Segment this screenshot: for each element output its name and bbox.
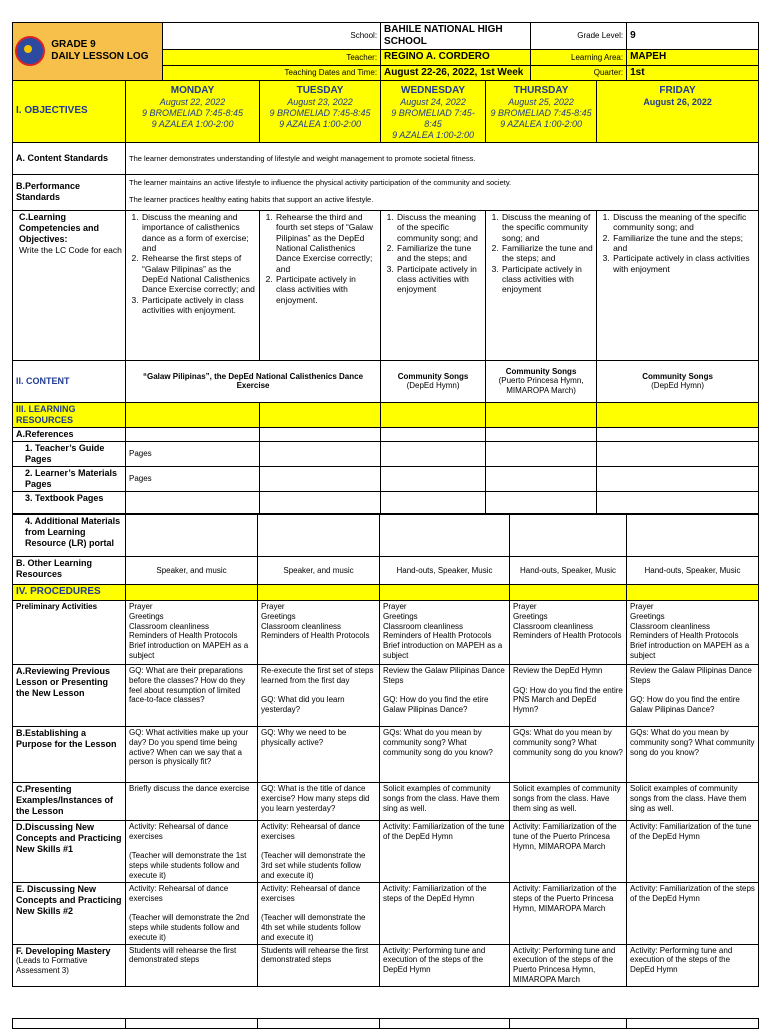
content-wednesday: Community Songs (DepEd Hymn) [381,360,486,402]
dates-label: Teaching Dates and Time: [163,65,381,80]
present-label: C.Presenting Examples/Instances of the Lesson [13,783,126,821]
d1-tuesday: Activity: Rehearsal of dance exercises (Teacher will demonstrate the 3rd set while students follow and execute it) [258,821,380,883]
teacher-label: Teacher: [163,50,381,65]
present-monday: Briefly discuss the dance exercise [126,783,258,821]
tb-label: 3. Textbook Pages [13,491,126,513]
prelim-wednesday: Prayer Greetings Classroom cleanliness Reminders of Health Protocols Brief introduction on MAPEH as a subject [380,601,510,665]
area-value: MAPEH [627,50,759,65]
area-label: Learning Area: [531,50,627,65]
performance-standard-2: The learner practices healthy eating habits that support an active lifestyle. [129,194,374,204]
prelim-monday: Prayer Greetings Classroom cleanliness Reminders of Health Protocols Brief introduction on MAPEH as a subject [126,601,258,665]
mastery-wednesday: Activity: Performing tune and execution of the steps of the DepEd Hymn [380,944,510,986]
day-wednesday: WEDNESDAY August 24, 2022 9 BROMELIAD 7:45-8:45 9 AZALEA 1:00-2:00 [381,80,486,142]
quarter-label: Quarter: [531,65,627,80]
tg-label: 1. Teacher’s Guide Pages [13,441,126,466]
prelim-label: Preliminary Activities [13,601,126,665]
d1-label: D.Discussing New Concepts and Practicing New Skills #1 [13,821,126,883]
content-thursday: Community Songs (Puerto Princesa Hymn, MIMAROPA March) [486,360,597,402]
d2-friday: Activity: Familiarization of the steps of the DepEd Hymn [627,883,759,945]
title-line1: GRADE 9 [51,39,96,51]
lesson-log-table-1 [12,22,759,514]
review-friday: Review the Galaw Pilipinas Dance Steps GQ: How do you find the entire Galaw Pilipinas Dance? [627,665,759,727]
d1-friday: Activity: Familiarization of the tune of the DepEd Hymn [627,821,759,883]
content-friday: Community Songs (DepEd Hymn) [597,360,759,402]
competencies-thursday: 1. Discuss the meaning of the specific community song; and 2. Familiarize the tune and the steps; and 3. Participate actively in class activities with enjoyment [486,210,597,360]
content-standards-text: The learner demonstrates understanding of lifestyle and weight management to promote societal fitness. [126,142,759,174]
resources-label: III. LEARNING RESOURCES [13,402,126,427]
review-monday: GQ: What are their preparations before the classes? How do they feel about resumption of limited face-to-face classes? [126,665,258,727]
prelim-friday: Prayer Greetings Classroom cleanliness Reminders of Health Protocols Brief introduction on MAPEH as a subject [627,601,759,665]
d2-wednesday: Activity: Familiarization of the steps of the DepEd Hymn [380,883,510,945]
mastery-label: F. Developing Mastery [16,945,111,956]
mastery-thursday: Activity: Performing tune and execution of the steps of the Puerto Princesa Hymn, MIMAROPA March [510,944,627,986]
other-resources-friday: Hand-outs, Speaker, Music [627,557,759,585]
mastery-sublabel: (Leads to Formative Assessment 3) [16,956,88,976]
d1-monday: Activity: Rehearsal of dance exercises (Teacher will demonstrate the 1st steps while students follow and execute it) [126,821,258,883]
review-tuesday: Re-execute the first set of steps learned from the first day GQ: What did you learn yesterday? [258,665,380,727]
d2-tuesday: Activity: Rehearsal of dance exercises (Teacher will demonstrate the 4th set while students follow and execute it) [258,883,380,945]
d2-thursday: Activity: Familiarization of the steps of the Puerto Princesa Hymn, MIMAROPA March [510,883,627,945]
tg-value: Pages [126,441,260,466]
purpose-monday: GQ: What activities make up your day? Do you spend time being active? When can we say that a person is physically fit? [126,727,258,783]
purpose-label: B.Establishing a Purpose for the Lesson [13,727,126,783]
header-title-cell [13,23,163,81]
purpose-thursday: GQs: What do you mean by community song? What community song do you know? [510,727,627,783]
day-friday: FRIDAY August 26, 2022 [597,80,759,142]
other-resources-monday: Speaker, and music [126,557,258,585]
other-resources-tuesday: Speaker, and music [258,557,380,585]
mastery-label-cell [13,944,126,986]
competencies-tuesday: 1. Rehearse the third and fourth set steps of “Galaw Pilipinas” as the DepEd National Calisthenics Dance Exercise correctly; and 2. Participate actively in class activities with enjoyment. [260,210,381,360]
present-friday: Solicit examples of community songs from the class. Have them sing as well. [627,783,759,821]
competencies-wednesday: 1. Discuss the meaning of the specific community song; and 2. Familiarize the tune and the steps; and 3. Participate actively in class activities with enjoyment [381,210,486,360]
additional-materials-label: 4. Additional Materials from Learning Resource (LR) portal [13,515,126,557]
d1-wednesday: Activity: Familiarization of the tune of the DepEd Hymn [380,821,510,883]
other-resources-label: B. Other Learning Resources [13,557,126,585]
content-mon-tue: “Galaw Pilipinas”, the DepEd National Calisthenics Dance Exercise [126,360,381,402]
teacher-value: REGINO A. CORDERO [381,50,531,65]
procedures-label: IV. PROCEDURES [13,585,126,601]
quarter-value: 1st [627,65,759,80]
mastery-friday: Activity: Performing tune and execution of the steps of the DepEd Hymn [627,944,759,986]
d2-monday: Activity: Rehearsal of dance exercises (Teacher will demonstrate the 2nd steps while students follow and execute it) [126,883,258,945]
competencies-label-cell [13,210,126,360]
other-resources-thursday: Hand-outs, Speaker, Music [510,557,627,585]
prelim-thursday: Prayer Greetings Classroom cleanliness Reminders of Health Protocols [510,601,627,665]
mastery-monday: Students will rehearse the first demonstrated steps [126,944,258,986]
purpose-wednesday: GQs: What do you mean by community song? What community song do you know? [380,727,510,783]
day-tuesday: TUESDAY August 23, 2022 9 BROMELIAD 7:45-8:45 9 AZALEA 1:00-2:00 [260,80,381,142]
deped-seal-icon [15,36,45,66]
competencies-friday: 1. Discuss the meaning of the specific community song; and 2. Familiarize the tune and the steps; and 3. Participate actively in class activities with enjoyment [597,210,759,360]
review-thursday: Review the DepEd Hymn GQ: How do you find the entire PNS March and DepEd Hymn? [510,665,627,727]
performance-standards-text [126,174,759,210]
school-label: School: [163,23,381,50]
performance-standards-label: B.Performance Standards [13,174,126,210]
objectives-label: I. OBJECTIVES [13,80,126,142]
competencies-monday: 1. Discuss the meaning and importance of calisthenics dance as a form of exercise; and 2. Rehearse the first steps of “Galaw Pilipinas” as the DepEd National Calisthenics Dance Exercise correctly; and 3. Participate actively in class activities with enjoyment. [126,210,260,360]
prelim-tuesday: Prayer Greetings Classroom cleanliness Reminders of Health Protocols [258,601,380,665]
dates-value: August 22-26, 2022, 1st Week [381,65,531,80]
review-wednesday: Review the Galaw Pilipinas Dance Steps GQ: How do you find the etire Galaw Pilipinas Dance? [380,665,510,727]
competencies-sublabel: Write the LC Code for each [19,244,122,255]
content-label: II. CONTENT [13,360,126,402]
other-resources-wednesday: Hand-outs, Speaker, Music [380,557,510,585]
present-thursday: Solicit examples of community songs from the class. Have them sing as well. [510,783,627,821]
purpose-friday: GQs: What do you mean by community song? What community song do you know? [627,727,759,783]
day-thursday: THURSDAY August 25, 2022 9 BROMELIAD 7:45-8:45 9 AZALEA 1:00-2:00 [486,80,597,142]
purpose-tuesday: GQ: Why we need to be physically active? [258,727,380,783]
lm-value: Pages [126,466,260,491]
d1-thursday: Activity: Familiarization of the tune of the Puerto Princesa Hymn, MIMAROPA March [510,821,627,883]
lm-label: 2. Learner’s Materials Pages [13,466,126,491]
references-label: A.References [13,427,126,441]
grade-value: 9 [627,23,759,50]
review-label: A.Reviewing Previous Lesson or Presenting the New Lesson [13,665,126,727]
mastery-tuesday: Students will rehearse the first demonstrated steps [258,944,380,986]
present-wednesday: Solicit examples of community songs from the class. Have them sing as well. [380,783,510,821]
competencies-label: C.Learning Competencies and Objectives: [19,211,100,244]
content-standards-label: A. Content Standards [13,142,126,174]
present-tuesday: GQ: What is the title of dance exercise? How many steps did you learn yesterday? [258,783,380,821]
day-monday: MONDAY August 22, 2022 9 BROMELIAD 7:45-8:45 9 AZALEA 1:00-2:00 [126,80,260,142]
performance-standard-1: The learner maintains an active lifestyle to influence the physical activity participation of the community and society. [129,177,512,187]
title-line2: DAILY LESSON LOG [51,51,149,63]
school-value: BAHILE NATIONAL HIGH SCHOOL [381,23,531,50]
grade-label: Grade Level: [531,23,627,50]
lesson-log-table-2 [12,514,759,987]
d2-label: E. Discussing New Concepts and Practicing New Skills #2 [13,883,126,945]
